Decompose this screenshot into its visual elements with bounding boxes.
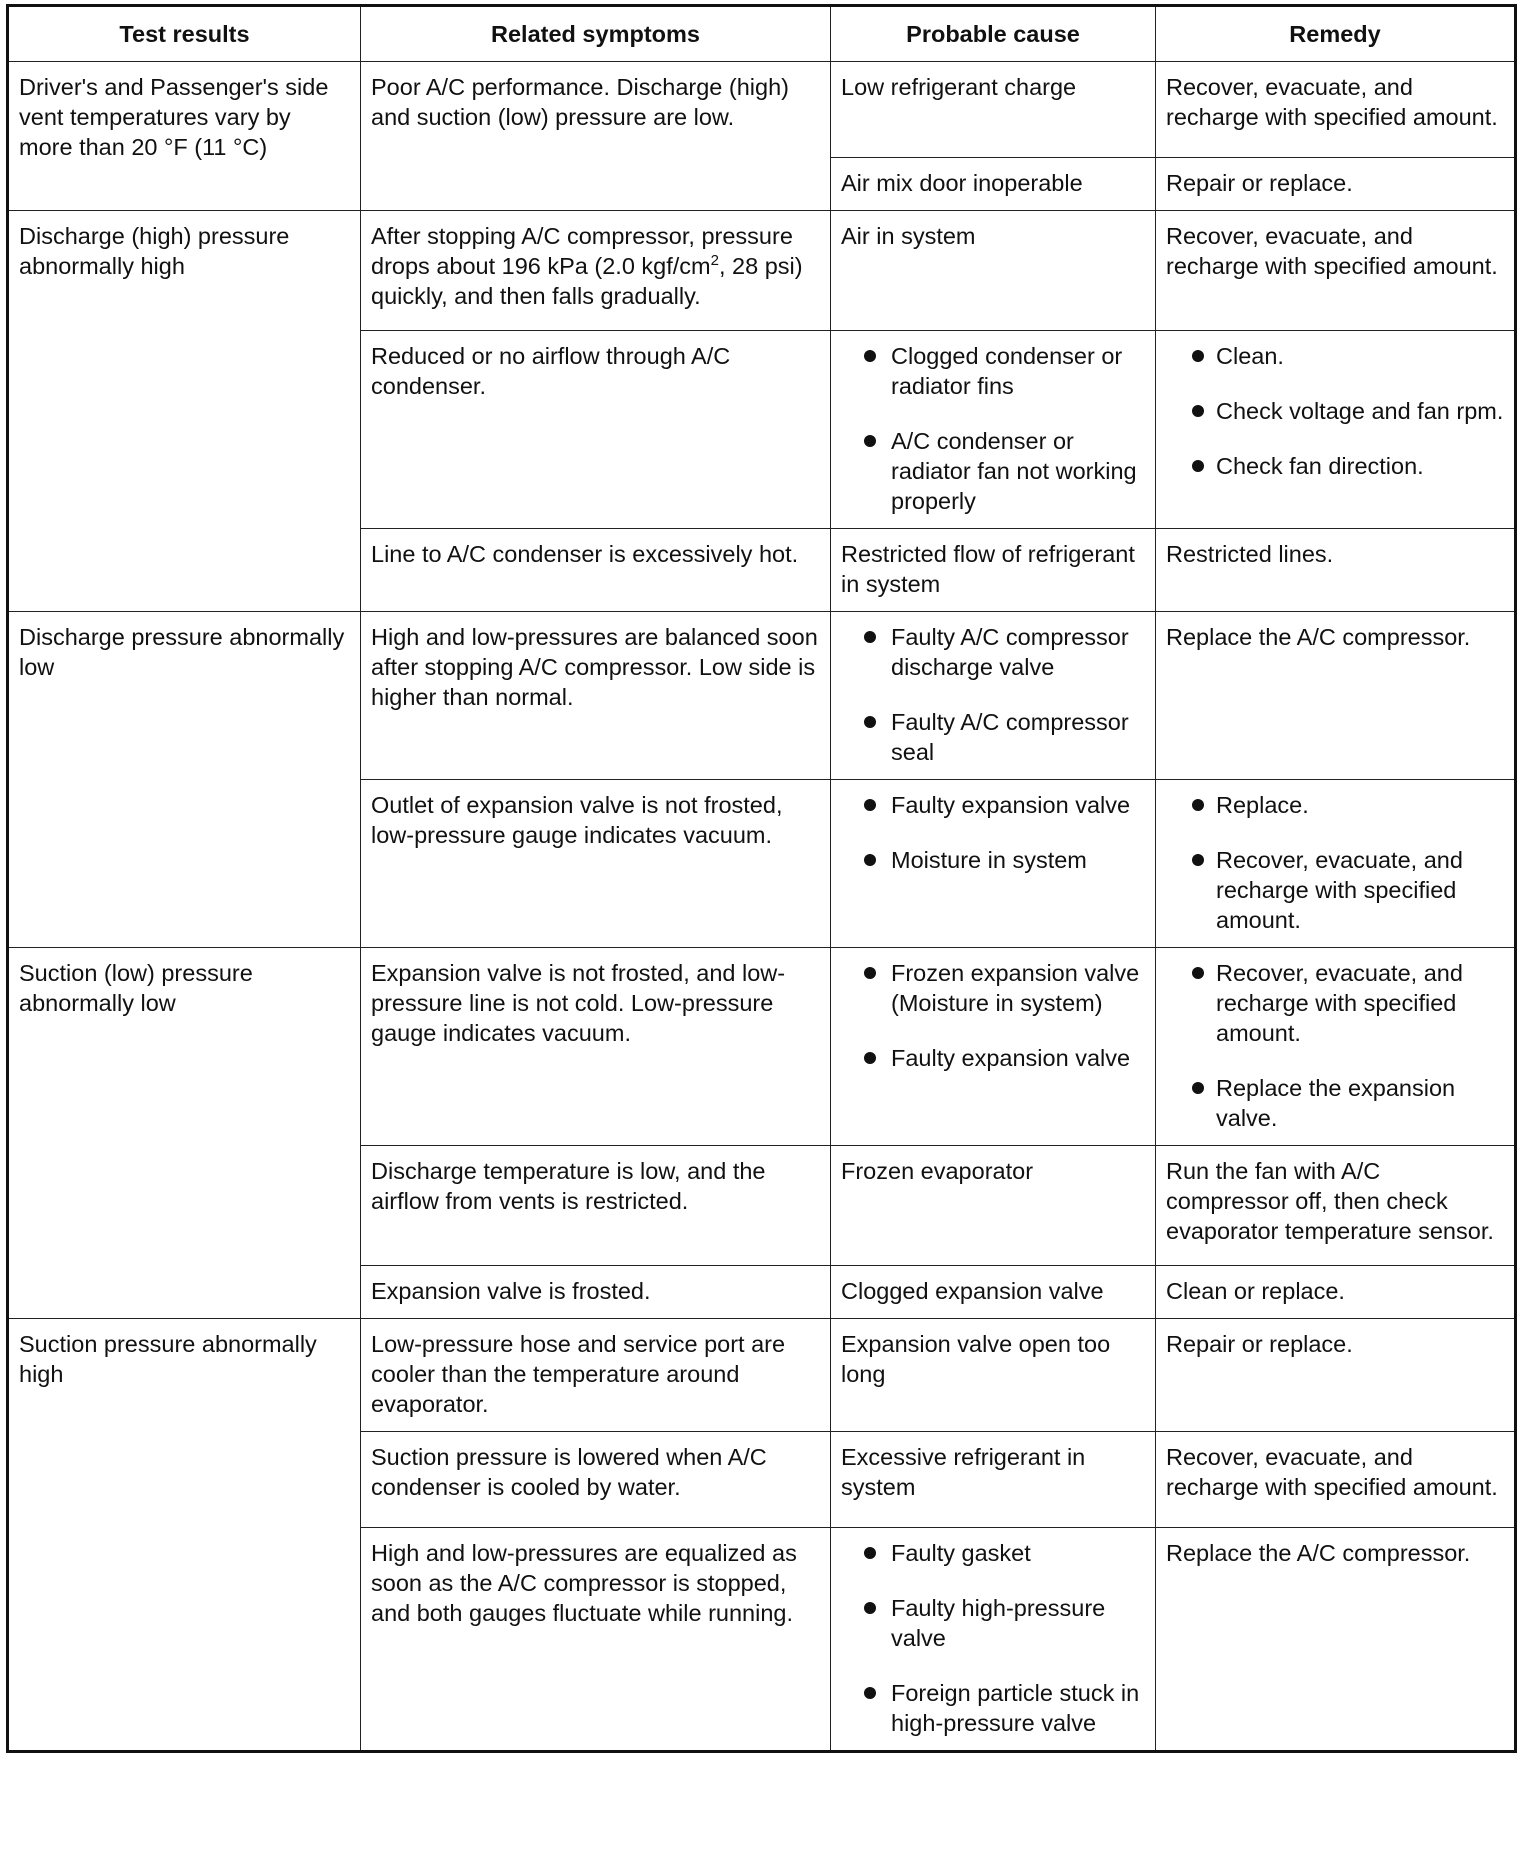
cause-cell [831, 612, 1156, 780]
remedy-cell: Run the fan with A/C compressor off, then check evaporator temperature sensor. [1156, 1146, 1516, 1266]
header-probable-cause: Probable cause [831, 6, 1156, 62]
bullet-list [1166, 790, 1504, 935]
remedy-cell: Recover, evacuate, and recharge with specified amount. [1156, 62, 1516, 158]
list-item: Check voltage and fan rpm. [1166, 396, 1504, 426]
remedy-cell: Clean or replace. [1156, 1266, 1516, 1319]
list-item: Replace the expansion valve. [1166, 1073, 1504, 1133]
remedy-cell: Recover, evacuate, and recharge with specified amount. [1156, 1432, 1516, 1528]
remedy-cell: Repair or replace. [1156, 1319, 1516, 1432]
remedy-cell: Recover, evacuate, and recharge with specified amount. [1156, 211, 1516, 331]
symptom-cell [361, 211, 831, 331]
symptom-text-a: After stopping A/C compressor, pressure drops about 196 kPa (2.0 kgf/cm [371, 223, 793, 279]
remedy-cell: Repair or replace. [1156, 158, 1516, 211]
table-row [8, 62, 1516, 158]
test-result-cell: Discharge pressure abnormally low [8, 612, 361, 948]
bullet-list [841, 790, 1145, 875]
list-item: Frozen expansion valve (Moisture in system) [841, 958, 1145, 1018]
list-item: Recover, evacuate, and recharge with specified amount. [1166, 845, 1504, 935]
symptom-cell: High and low-pressures are equalized as soon as the A/C compressor is stopped, and both gauges fluctuate while running. [361, 1528, 831, 1752]
header-remedy: Remedy [1156, 6, 1516, 62]
list-item: A/C condenser or radiator fan not working properly [841, 426, 1145, 516]
remedy-cell: Replace the A/C compressor. [1156, 612, 1516, 780]
symptom-cell: Line to A/C condenser is excessively hot. [361, 529, 831, 612]
cause-cell [831, 1528, 1156, 1752]
list-item: Faulty high-pressure valve [841, 1593, 1145, 1653]
remedy-cell: Restricted lines. [1156, 529, 1516, 612]
symptom-cell: Outlet of expansion valve is not frosted, low-pressure gauge indicates vacuum. [361, 780, 831, 948]
test-result-cell: Suction (low) pressure abnormally low [8, 948, 361, 1319]
list-item: Clogged condenser or radiator fins [841, 341, 1145, 401]
bullet-list [1166, 958, 1504, 1133]
header-related-symptoms: Related symptoms [361, 6, 831, 62]
cause-cell: Expansion valve open too long [831, 1319, 1156, 1432]
remedy-cell: Replace the A/C compressor. [1156, 1528, 1516, 1752]
bullet-list [841, 1538, 1145, 1738]
list-item: Foreign particle stuck in high-pressure valve [841, 1678, 1145, 1738]
list-item: Faulty gasket [841, 1538, 1145, 1568]
symptom-cell: Discharge temperature is low, and the airflow from vents is restricted. [361, 1146, 831, 1266]
bullet-list [841, 622, 1145, 767]
cause-cell: Excessive refrigerant in system [831, 1432, 1156, 1528]
cause-cell: Clogged expansion valve [831, 1266, 1156, 1319]
symptom-cell: Expansion valve is frosted. [361, 1266, 831, 1319]
symptom-cell: Low-pressure hose and service port are cooler than the temperature around evaporator. [361, 1319, 831, 1432]
superscript: 2 [710, 252, 719, 269]
cause-cell [831, 948, 1156, 1146]
troubleshooting-table [6, 4, 1517, 1753]
remedy-cell [1156, 331, 1516, 529]
test-result-cell: Discharge (high) pressure abnormally high [8, 211, 361, 612]
cause-cell: Low refrigerant charge [831, 62, 1156, 158]
cause-cell: Frozen evaporator [831, 1146, 1156, 1266]
cause-cell: Air in system [831, 211, 1156, 331]
test-result-cell: Driver's and Passenger's side vent temperatures vary by more than 20 °F (11 °C) [8, 62, 361, 211]
list-item: Replace. [1166, 790, 1504, 820]
list-item: Faulty A/C compressor seal [841, 707, 1145, 767]
cause-cell [831, 331, 1156, 529]
header-row [8, 6, 1516, 62]
list-item: Faulty expansion valve [841, 790, 1145, 820]
symptom-cell: High and low-pressures are balanced soon after stopping A/C compressor. Low side is higher than normal. [361, 612, 831, 780]
bullet-list [841, 341, 1145, 516]
symptom-cell: Suction pressure is lowered when A/C condenser is cooled by water. [361, 1432, 831, 1528]
symptom-text-b: , 28 psi) quickly, and then falls gradually. [371, 253, 803, 309]
test-result-cell: Suction pressure abnormally high [8, 1319, 361, 1752]
list-item: Moisture in system [841, 845, 1145, 875]
header-test-results: Test results [8, 6, 361, 62]
table-row [8, 612, 1516, 780]
remedy-cell [1156, 780, 1516, 948]
symptom-cell: Reduced or no airflow through A/C condenser. [361, 331, 831, 529]
symptom-cell: Poor A/C performance. Discharge (high) and suction (low) pressure are low. [361, 62, 831, 211]
symptom-cell: Expansion valve is not frosted, and low-pressure line is not cold. Low-pressure gauge indicates vacuum. [361, 948, 831, 1146]
list-item: Check fan direction. [1166, 451, 1504, 481]
cause-cell: Restricted flow of refrigerant in system [831, 529, 1156, 612]
table-row [8, 948, 1516, 1146]
list-item: Faulty A/C compressor discharge valve [841, 622, 1145, 682]
cause-cell [831, 780, 1156, 948]
table-row [8, 211, 1516, 331]
bullet-list [841, 958, 1145, 1073]
list-item: Clean. [1166, 341, 1504, 371]
cause-cell: Air mix door inoperable [831, 158, 1156, 211]
remedy-cell [1156, 948, 1516, 1146]
list-item: Recover, evacuate, and recharge with specified amount. [1166, 958, 1504, 1048]
table-row [8, 1319, 1516, 1432]
bullet-list [1166, 341, 1504, 481]
list-item: Faulty expansion valve [841, 1043, 1145, 1073]
